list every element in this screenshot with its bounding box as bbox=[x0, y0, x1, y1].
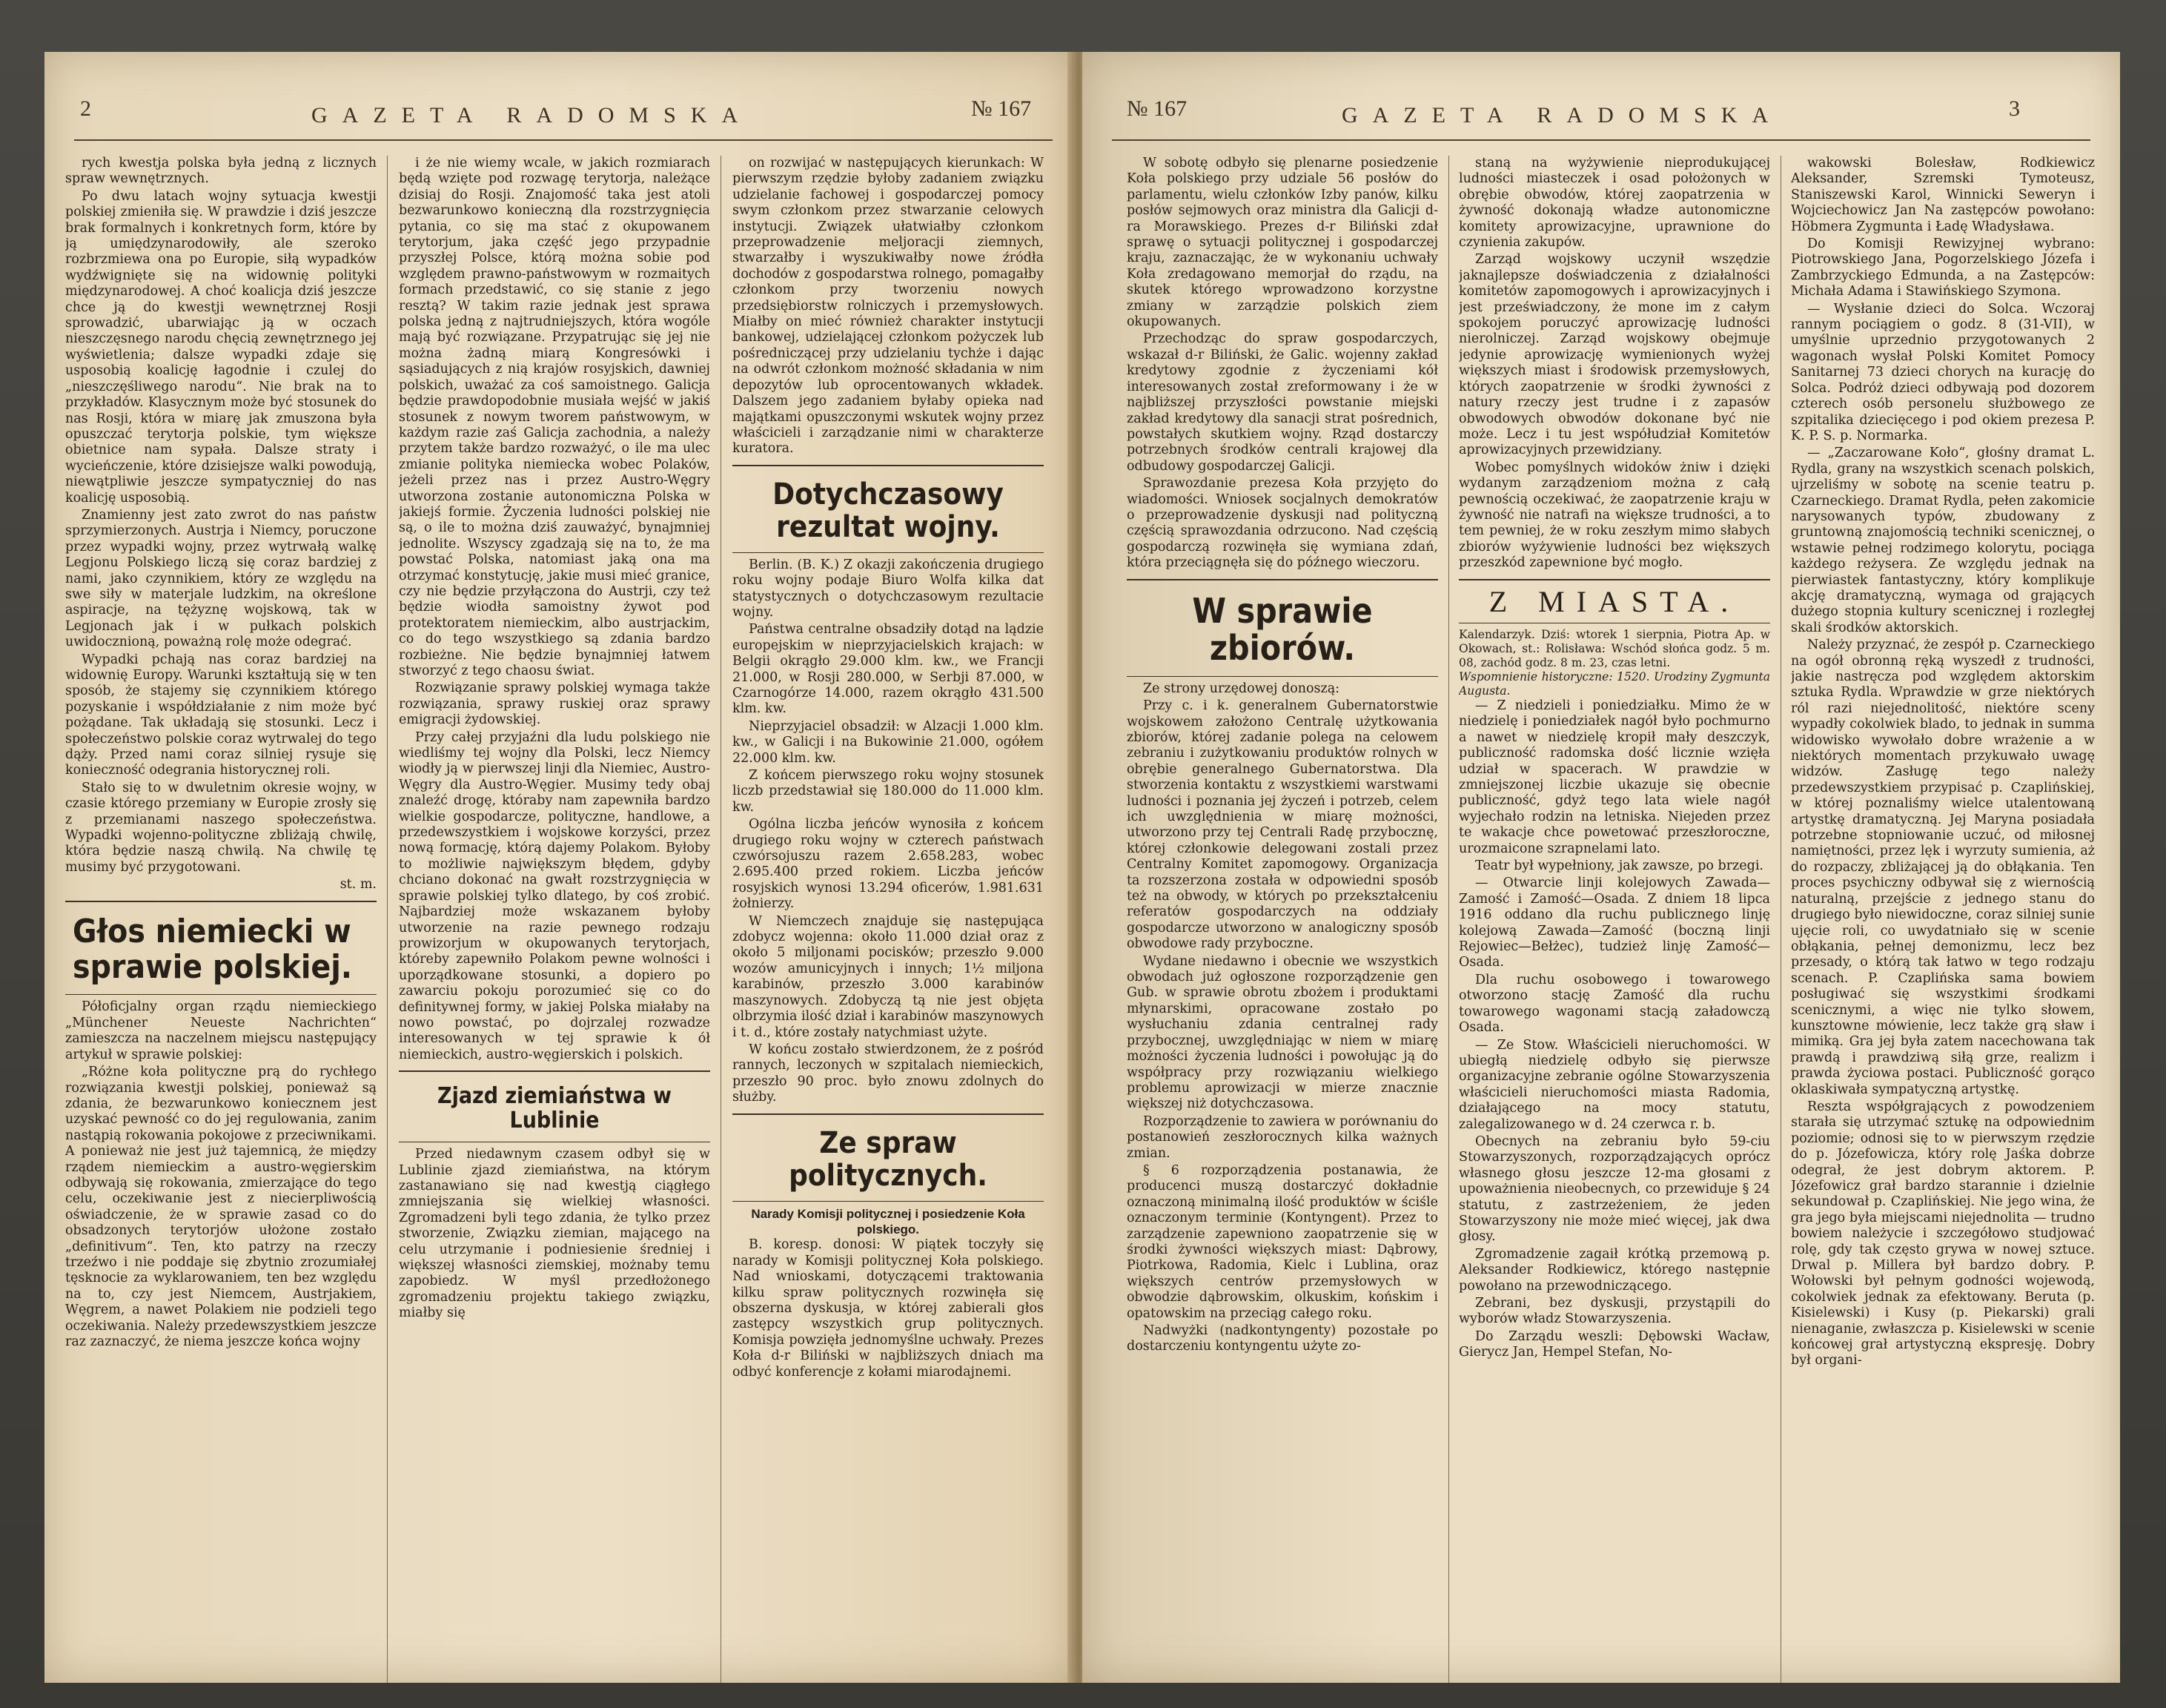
headline-w-sprawie-zbiorow: W sprawie zbiorów. bbox=[1192, 590, 1373, 669]
paragraph: Przechodząc do spraw gospodarczych, wskazał d-r Biliński, że Galic. wojenny zakład kredytowy zgodnie z życzeniami kół interesowanych został zreformowany i że w najbliższej przyszłości powstanie miejski zakład kredytowy dla sanacji strat pośrednich, powstałych skutkiem wojny. Rząd dostarczy potrzebnych środków centrali krajowej dla odbudowy gospodarczej Galicji. bbox=[1127, 331, 1438, 474]
paragraph: W Niemczech znajduje się następująca zdobycz wojenna: około 11.000 dział oraz z około 5 miljonami pocisków; przeszło 9.000 wozów amunicyjnych i innych; 1½ miljona karabinów, przeszło 3.000 karabinów maszynowych. Zdobyczą tą nie jest objęta olbrzymia ilość dział i karabinów maszynowych i t. d., które zostały natychmiast użyte. bbox=[732, 913, 1044, 1040]
paragraph: Do Komisji Rewizyjnej wybrano: Piotrowskiego Jana, Pogorzelskiego Józefa i Zambrzyckiego Edmunda, a na Zastępców: Michała Adama i Stawińskiego Szymona. bbox=[1791, 236, 2095, 299]
paragraph: — Z niedzieli i poniedziałku. Mimo że w niedzielę i poniedziałek nagół było pochmurno a nawet w niedzielę kropił mały deszczyk, publiczność radomska dość licznie wzięła udział w spacerach. W prawdzie w zmniejszonej liczbie ukazuje się obecnie publiczność, gdyż tego lata wiele nagół wyjechało rodzin na letniska. Niejeden przez te wakacje chce powetować przeszłoroczne, urozmaicone szrapnelami lato. bbox=[1459, 698, 1770, 856]
historical-note: Wspomnienie historyczne: 1520. Urodziny Zygmunta Augusta. bbox=[1459, 669, 1770, 698]
paragraph: — Wysłanie dzieci do Solca. Wczoraj rannym pociągiem o godz. 8 (31-VII), w umyślnie uprzednio przygotowanych 2 wagonach wysłał Polski Komitet Pomocy Sanitarnej 73 dzieci chorych na kurację do Solca. Podróż dzieci odbywają pod dozorem czterech osób personelu służbowego ze szpitalika dziecięcego i pod okiem prezesa P. K. P. S. p. Normarka. bbox=[1791, 301, 2095, 443]
paragraph: Po dwu latach wojny sytuacja kwestji polskiej zmieniła się. W prawdzie i dziś jeszcze brak formalnych i konkretnych form, które by ją umiędzynarodowiły, ale szeroko rozbrzmiewa ona po Europie, siłą wypadków wydźwignięte się na widownię polityki międzynarodowej. A choć koalicja dziś jeszcze chce ją do kwestji wewnętrznej Rosji sprowadzić, ubarwiając ją w oczach nieszczęsnego narodu chęcią zewnętrznego jej wyświetlenia; dalsze wypadki zdaje się usposobią koalicję łagodnie i czulej do „nieszczęśliwego narodu“. Nie brak na to przykładów. Klasycznym może być stosunek do nas Rosji, która w miarę jak zmuszona była opuszczać terytorja polskie, tym większe obietnice nam sypała. Dalsze straty i wycieńczenie, które dzisiejsze walki powodują, niewątpliwie jeszcze sympatyczniej do nas koalicję usposobią. bbox=[65, 188, 377, 506]
column-separator bbox=[387, 156, 388, 1683]
paragraph: Stało się to w dwuletnim okresie wojny, w czasie którego przemiany w Europie zrosły się z przemianami naszego społeczeństwa. Wypadki wojenno-polityczne zbliżają chwilę, która będzie naszą chwilą. Na chwilę tę musimy być przygotowani. bbox=[65, 780, 377, 875]
paragraph: Do Zarządu weszli: Dębowski Wacław, Gierycz Jan, Hempel Stefan, No- bbox=[1459, 1328, 1770, 1360]
paragraph: Przy całej przyjaźni dla ludu polskiego nie wiedliśmy tej wojny dla Polski, lecz Niemcy wiodły ją w pierwszej linji dla Niemiec, Austro-Węgry dla Austro-Węgier. Musimy tedy obaj znaleźć drogę, któraby nam zapewniła bardzo wielkie gospodarcze, polityczne, handlowe, a przedewszystkiem i wojskowe korzyści, przez nową formację, którą dajemy Polakom. Byłoby to możliwie największym błędem, gdyby chciano dokonać na gwałt rozstrzygnięcia w sprawie polskiej tylko dlatego, by coś zrobić. Najbardziej może wskazanem byłoby utworzenie na razie pewnego rodzaju prowizorjum w okupowanych terytorjach, któreby zapewniło Polakom pewne wolności i uporządkowane stosunki, a dopiero po zawarciu pokoju porozumieć się co do definitywnej formy, w jakiej Polska miałaby na nowo powstać, po dojrzalej rozwadze interesowanych w tej sprawie k ół niemieckich, austro-węgierskich i polskich. bbox=[399, 729, 710, 1062]
paragraph: Zarząd wojskowy uczynił wszędzie jaknajlepsze doświadczenia z działalności komitetów zapomogowych i aprowizacyjnych i jest przeświadczony, że mone im z całym spokojem poruczyć aprowizację ludności nierolniczej. Zarząd wojskowy obejmuje jedynie aprowizację wymienionych wyżej większych miast i środowisk przemysłowych, których zaopatrzenie w środki żywności z natury rzeczy jest trudne i z zapasów obwodowych obwodów dokonane być nie może. Lecz i tu jest współudział Komitetów aprowizacyjnych przewidziany. bbox=[1459, 252, 1770, 458]
right-column-2 bbox=[1459, 156, 1770, 1675]
paragraph: Rozwiązanie sprawy polskiej wymaga także rozwiązania, sprawy ruskiej oraz sprawy emigracji żydowskiej. bbox=[399, 681, 710, 728]
paragraph: „Różne koła polityczne prą do rychłego rozwiązania kwestji polskiej, ponieważ są zdania, że bezwarunkowo koniecznem jest uzyskać pewność co do jej regulowania, zanim nastąpią rokowania pokojowe z przeciwnikami. A ponieważ nie jest już tajemnicą, że między rządem niemieckim a austro-węgierskim odbywają się rokowania, zmierzające do tego celu, oczekiwanie jest z niecierpliwością oświadczenie, że w sprawie zasad co do obsadzonych terytorjów ułożone zostało „definitivum“. Ten, kto patrzy na rzeczy trzeźwo i nie poddaje się zbytnio zrozumiałej tęsknocie za wyklarowaniem, ten bez względu na to, czy jest Niemcem, Austrjakiem, Węgrem, a nawet Polakiem nie podzieli tego oczekiwania. Należy przedewszystkiem jeszcze raz zaznaczyć, że niema jeszcze końca wojny bbox=[65, 1065, 377, 1349]
divider bbox=[1127, 579, 1438, 580]
paragraph: Sprawozdanie prezesa Koła przyjęto do wiadomości. Wniosek socjalnych demokratów o przeprowadzenie dyskusji nad polityczną częścią sprawozdania odrzucono. Nad częścią gospodarczą rozwinęła się wymiana zdań, która przeciągnęła się do późnego wieczoru. bbox=[1127, 476, 1438, 571]
divider bbox=[732, 552, 1044, 553]
right-issue-number: № 167 bbox=[1127, 96, 1188, 121]
left-column-1 bbox=[65, 156, 377, 1675]
signature: st. m. bbox=[340, 877, 377, 893]
paragraph: Berlin. (B. K.) Z okazji zakończenia drugiego roku wojny podaje Biuro Wolfa kilka dat statystycznych o dotychczasowym rezultacie wojny. bbox=[732, 557, 1044, 620]
paragraph: Zgromadzenie zagaił krótką przemową p. Aleksander Rodkiewicz, którego następnie powołano na przewodniczącego. bbox=[1459, 1246, 1770, 1294]
paragraph: i że nie wiemy wcale, w jakich rozmiarach będą wzięte pod rozwagę terytorja, należące dzisiaj do Rosji. Znajomość taka jest atoli bezwarunkowo konieczną dla rozstrzygnięcia pytania, co się ma stać z okupowanem terytorjum, jaka część jego przypadnie przyszłej Polsce, którą można sobie pod względem prawno-państwowym w rozmaitych formach przedstawić, co się stanie z jego resztą? W takim razie jednak jest sprawa polska jedną z najtrudniejszych, która wogóle mają być rozwiązane. Przypatrując się jej nie można żadną miarą Kongresówki i sąsiadujących z nią krajów rosyjskich, dawniej polskich, uważać za coś samoistnego. Galicja będzie prawdopodobnie musiała wejść w jakiś stosunek z nowym tworem państwowym, w każdym razie zaś Galicja zachodnia, a należy przytem także bardzo rozważyć, o ile ma ulec zmianie polityka niemiecka wobec Polaków, jeżeli przez nas i przez Austro-Węgry utworzona zostanie autonomiczna Polska w jakiejś formie. Życzenia ludności polskiej nie są, o ile to można dziś zauważyć, bynajmniej jednolite. Wszyscy zgadzają się na to, że ma powstać Polska, natomiast jaką ona ma otrzymać konstytucję, jakie musi mieć granice, czy nie będzie przyłączona do Austrji, czy też będzie wiodła samoistny żywot pod protektoratem niemieckim, albo austrjackim, co do tego wszystkiego są zdania bardzo rozbieżne. Nie będzie bynajmniej łatwem stworzyć z tego chaosu świat. bbox=[399, 156, 710, 678]
right-column-3 bbox=[1791, 156, 2095, 1675]
left-running-title: GAZETA RADOMSKA bbox=[311, 103, 753, 128]
left-page-number: 2 bbox=[80, 96, 91, 121]
left-header-rule bbox=[74, 139, 1053, 141]
paragraph: Z końcem pierwszego roku wojny stosunek liczb przedstawiał się 180.000 do 11.000 klm. kw. bbox=[732, 768, 1044, 815]
paragraph: wakowski Bolesław, Rodkiewicz Aleksander, Szremski Tymoteusz, Staniszewski Karol, Winnicki Seweryn i Wojciechowicz Jan Na zastępców powołano: Höbmera Zygmunta i Ładę Władysława. bbox=[1791, 156, 2095, 234]
headline-zjazd-ziemianstwa: Zjazd ziemiaństwa w Lublinie bbox=[437, 1083, 672, 1134]
paragraph: Zebrani, bez dyskusji, przystąpili do wyborów władz Stowarzyszenia. bbox=[1459, 1296, 1770, 1327]
paragraph: Przed niedawnym czasem odbył się w Lublinie zjazd ziemiaństwa, na którym zastanawiano się nad kwestją ciągłego zmniejszania się wielkiej własności. Zgromadzeni byli tego zdania, że tylko przez stworzenie, Związku ziemian, mającego na celu utrzymanie i podniesienie średniej i większej własności ziemskiej, możnaby temu zapobiedz. W myśl przedłożonego zgromadzeniu projektu takiego związku, miałby się bbox=[399, 1147, 710, 1321]
right-column-1 bbox=[1127, 156, 1438, 1675]
subheading-narady-komisji: Narady Komisji politycznej i posiedzenie Koła polskiego. bbox=[751, 1206, 1025, 1237]
divider bbox=[732, 1113, 1044, 1115]
divider bbox=[65, 901, 377, 902]
paragraph: Należy przyznać, że zespół p. Czarneckiego na ogół obronną ręką wyszedł z trudności, jakie nastręcza pod względem aktorskim sztuka Rydla. Wprawdzie w grze niektórych ról razi niejednolitość, niektóre sceny wypadły cokolwiek blado, to jednak in summa widowisko wywołało dobre wrażenie a w niektórych momentach przykuwało uwagę widzów. Zasługę tego należy przedewszystkiem przypisać p. Czaplińskiej, w której poznaliśmy wielce utalentowaną artystkę dramatyczną. Jej Maryna posiadała potrzebne stopniowanie uczuć, od miłosnej namiętności, przez lęk i wyrzuty sumienia, aż do rozpaczy, zbliżającej ją do obłąkania. Ten proces psychiczny odbywał się z wiernością naturalną, przejście z jednego stanu do drugiego było niewidoczne, coraz silniej sunie ujęcie roli, co uwydatniało się w scenie obłąkania, pełnej demonizmu, lecz bez przesady, o którą tak łatwo w tego rodzaju scenach. P. Czaplińska sama bowiem posługiwać się wszystkimi środkami scenicznymi, a więc nie tylko słowem, kunsztowne mówienie, lecz także grą sław i mimiką. Gra jej była zatem nacechowana tak prawdą i prawdziwą siłą grze, realizm i prawda życiowa postaci. Publiczność gorąco oklaskiwała sympatyczną artystkę. bbox=[1791, 638, 2095, 1097]
right-page bbox=[1082, 52, 2120, 1683]
paragraph: on rozwijać w następujących kierunkach: W pierwszym rzędzie byłoby zadaniem związku udzielanie fachowej i gospodarczej pomocy swym członkom przez stwarzanie celowych instytucji. Związek ułatwiałby członkom przeprowadzenie meljoracji ziemnych, stwarzałby i wyszukiwałby nowe źródła dochodów z gospodarstwa rolnego, pomagałby członkom przy tworzeniu nowych przedsiębiorstw rolniczych i przemysłowych. Miałby on mieć również charakter instytucji bankowej, udzielającej członkom pożyczek lub pośredniczącej przy udzielaniu tychże i dając na odwrót członkom możność składania w nim depozytów lub oprocentowanych wkładek. Dalszem jego zadaniem byłaby opieka nad majątkami opuszczonymi wskutek wojny przez właścicieli i zarządzanie nimi w charakterze kuratora. bbox=[732, 156, 1044, 457]
paragraph: Półoficjalny organ rządu niemieckiego „Münchener Neueste Nachrichten“ zamieszcza na naczelnem miejscu następujący artykuł w sprawie polskiej: bbox=[65, 999, 377, 1062]
paragraph: Wobec pomyślnych widoków żniw i dzięki wydanym zarządzeniom można z całą pewnością oczekiwać, że zaopatrzenie kraju w żywność nie natrafi na większe trudności, a to tem pewniej, że w roku zeszłym mimo słabych zbiorów wyżywienie ludności bez większych przeszkód zapewnione być mogło. bbox=[1459, 460, 1770, 571]
paragraph: Nieprzyjaciel obsadził: w Alzacji 1.000 klm. kw., w Galicji i na Bukowinie 21.000, ogółem 22.000 klm. kw. bbox=[732, 718, 1044, 766]
left-page bbox=[44, 52, 1071, 1683]
paragraph: Dla ruchu osobowego i towarowego otworzono stację Zamość dla ruchu towarowego wagonami stacją załadowczą Osada. bbox=[1459, 972, 1770, 1036]
paragraph: rych kwestja polska była jedną z licznych spraw wewnętrznych. bbox=[65, 156, 377, 187]
headline-dotychczasowy-rezultat: Dotychczasowy rezultat wojny. bbox=[772, 477, 1004, 544]
headline-glos-niemiecki: Głos niemiecki w sprawie polskiej. bbox=[73, 912, 352, 987]
paragraph: Ogólna liczba jeńców wynosiła z końcem drugiego roku wojny w czterech państwach czwórsojuszu razem 2.658.283, wobec 2.695.400 przed rokiem. Liczba jeńców rosyjskich wynosi 13.294 oficerów, 1.981.631 żołnierzy. bbox=[732, 817, 1044, 912]
paragraph: Ze strony urzędowej donoszą: bbox=[1143, 681, 1340, 696]
divider bbox=[1127, 676, 1438, 677]
divider bbox=[732, 1201, 1044, 1202]
left-column-2 bbox=[399, 156, 710, 1675]
paragraph: Teatr był wypełniony, jak zawsze, po brzegi. bbox=[1475, 858, 1763, 874]
paragraph: — Ze Stow. Właścicieli nieruchomości. W ubiegłą niedzielę odbyło się pierwsze organizacyjne zebranie ogólne Stowarzyszenia właścicieli nieruchomości miasta Radomia, działającego na mocy statutu, zalegalizowanego w d. 24 czerwca r. b. bbox=[1459, 1037, 1770, 1132]
paragraph: Znamienny jest zato zwrot do nas państw sprzymierzonych. Austrja i Niemcy, poruczone przez wypadki wojny, przez wytrwałą walkę Legjonu Polskiego liczą się coraz bardziej z nami, jako czynnikiem, który ze względu na swe siły w materjale ludzkim, na określone aspiracje, na tężyznę wojskową, tak w Legjonach jak i w pułkach polskich uwidocznioną, poważną rolę może odegrać. bbox=[65, 507, 377, 650]
paragraph: W sobotę odbyło się plenarne posiedzenie Koła polskiego przy udziale 56 posłów do parlamentu, wielu członków Izby panów, kilku posłów sejmowych oraz ministra dla Galicji d-ra Morawskiego. Prezes d-r Biliński zdał sprawę o sytuacji politycznej i gospodarczej kraju, zaznaczając, że w wykonaniu uchwały Koła zredagowano memorjał do rządu, na skutek którego wprowadzono korzystne zmiany w zarządzie polskich ziem okupowanych. bbox=[1127, 156, 1438, 330]
paragraph: Wypadki pchają nas coraz bardziej na widownię Europy. Warunki kształtują się w ten sposób, że stajemy się czynnikiem którego pozyskanie i współdziałanie z nim może być pożądane. Tak układają się stosunki. Lecz i społeczeństwo polskie coraz wytrwalej do tego dąży. Przed nami coraz silniej rysuje się konieczność odegrania historycznej roli. bbox=[65, 652, 377, 778]
divider bbox=[732, 465, 1044, 466]
paragraph: Nadwyżki (nadkontyngenty) pozostałe po dostarczeniu kontyngentu użyte zo- bbox=[1127, 1323, 1438, 1354]
divider bbox=[65, 994, 377, 995]
right-running-title: GAZETA RADOMSKA bbox=[1342, 103, 1784, 128]
headline-ze-spraw-politycznych: Ze spraw politycznych. bbox=[789, 1125, 987, 1193]
column-separator bbox=[1448, 156, 1449, 1683]
paragraph: Przy c. i k. generalnem Gubernatorstwie wojskowem założono Centralę użytkowania zbiorów, której zadanie polega na celowem zebraniu i zużytkowaniu produktów rolnych w obrębie generalnego Gubernatorstwa. Dla stworzenia kontaktu z wszystkiemi warstwami ludności i poznania jej życzeń i potrzeb, celem ich uwzględnienia w miarę możności, utworzono przy tej Centrali Radę przybocznę, której członkowie delegowani zostali przez Centralny Komitet zapomogowy. Organizacja ta rozszerzona została w odpowiedni sposób też na obwody, w których po przekształceniu referatów gospodarczych na oddziały gospodarcze utworzono w analogiczny sposób obwodowe rady przyboczne. bbox=[1127, 698, 1438, 952]
left-issue-number: № 167 bbox=[971, 96, 1032, 121]
paragraph: W końcu zostało stwierdzonem, że z pośród rannych, leczonych w szpitalach niemieckich, przeszło 90 proc. było znowu zdolnych do służby. bbox=[732, 1042, 1044, 1105]
paragraph: — Otwarcie linji kolejowych Zawada—Zamość i Zamość—Osada. Z dniem 18 lipca 1916 oddano dla ruchu publicznego linję kolejową Zawada—Zamość (boczną linji Rejowiec—Bełżec), tudzież linję Zamość—Osada. bbox=[1459, 875, 1770, 970]
paragraph: Reszta współgrających z powodzeniem starała się utrzymać sztukę na odpowiednim poziomie; odnosi się to w pierwszym rzędzie do p. Józefowicza, który rolę Jaśka dobrze odegrał, że jest dobrym aktorem. P. Józefowicz grał bardzo starannie i dzielnie sekundował p. Czaplińskiej. Nie jego wina, że gra jego była miejscami niejednolita — trudno bowiem należycie i szczegółowo studjować rolę, gdy tak często grywa w nowej sztuce. Drwal p. Millera był bardzo dobry. P. Wołowski był pełnym godności wojewodą, cokolwiek jednak za efektowany. Beruta (p. Kisielewski) i Kusy (p. Piekarski) grali nienaganie, zwłaszcza p. Kisielewski w scenie końcowej grał artystyczną ekspresję. Dobry był organi- bbox=[1791, 1099, 2095, 1368]
paragraph: Wydane niedawno i obecnie we wszystkich obwodach już ogłoszone rozporządzenie gen Gub. w sprawie obrotu zbożem i produktami młynarskimi, opracowane zostało po wysłuchaniu zdania centralnej rady przybocznej, uwzględniając w niem w miarę możności życzenia ludności i powołując ją do współpracy przy rozwiązaniu wielkiego problemu aprowizacji w mierze znacznie większej niż dotychczasowa. bbox=[1127, 953, 1438, 1112]
paragraph: staną na wyżywienie nieprodukującej ludności miasteczek i osad położonych w obrębie obwodów, której zaopatrzenia w żywność dokonają władze autonomiczne komitety aprowizacyjne, uprawnione do czynienia zakupów. bbox=[1459, 156, 1770, 251]
calendar-note: Kalendarzyk. Dziś: wtorek 1 sierpnia, Piotra Ap. w Okowach, st.: Rolisława: Wschód słońca godz. 5 m. 08, zachód godz. 8 m. 23, czas letni. bbox=[1459, 627, 1770, 669]
right-page-number: 3 bbox=[2009, 96, 2020, 121]
paragraph: — „Zaczarowane Koło“, głośny dramat L. Rydla, grany na wszystkich scenach polskich, ujrzeliśmy w sobotę na scenie teatru p. Czarneckiego. Dramat Rydla, pełen zakomicie narysowanych typów, zbudowany z gruntowną znajomością techniki scenicznej, o wstawie pełnej rodzimego kolorytu, pociąga każdego reżysera. Ze względu jednak na pierwiastek fantastyczny, który komplikuje akcję dramatyczną, wymaga od grających dużego stopnia kultury scenicznej i rozległej skali środków aktorskich. bbox=[1791, 446, 2095, 635]
paragraph: Państwa centralne obsadziły dotąd na lądzie europejskim w nieprzyjacielskich krajach: w Belgii okrągło 29.000 klm. kw., we Francji 21.000, w Rosji 280.000, w Serbji 87.000, w Czarnogórze 14.000, razem okrągło 431.500 klm. kw. bbox=[732, 622, 1044, 717]
paragraph: Rozporządzenie to zawiera w porównaniu do postanowień zeszłorocznych kilka ważnych zmian. bbox=[1127, 1113, 1438, 1161]
divider bbox=[399, 1070, 710, 1072]
right-header-rule bbox=[1112, 139, 2090, 141]
left-column-3 bbox=[732, 156, 1044, 1675]
divider bbox=[1459, 579, 1770, 580]
paragraph: Obecnych na zebraniu było 59-ciu Stowarzyszonych, rozporządzających oprócz własnego głosu jeszcze 12-ma głosami z upoważnienia nieobecnych, co przewiduje § 24 statutu, z zastrzeżeniem, że jeden Stowarzyszony nie może mieć więcej, jak dwa głosy. bbox=[1459, 1133, 1770, 1245]
section-header-z-miasta: Z MIASTA. bbox=[1488, 584, 1741, 618]
paragraph: B. koresp. donosi: W piątek toczyły się narady w Komisji politycznej Koła polskiego. Nad wnioskami, dotyczącemi traktowania kilku spraw politycznych rozwinęła się obszerna dyskusja, w której zabierali głos zastępcy wszystkich grup politycznych. Komisja powzięła jednomyślne uchwały. Prezes Koła d-r Biliński w najbliższych dniach ma odbyć konferencje z kołami miarodajnemi. bbox=[732, 1237, 1044, 1380]
paragraph: § 6 rozporządzenia postanawia, że producenci muszą dostarczyć dokładnie oznaczoną minimalną ilość produktów w ściśle oznaczonym terminie (Kontyngent). Przez to zarządzenie zapewniono zaopatrzenie się w środki żywności większych miast: Dąbrowy, Piotrkowa, Radomia, Kielc i Lublina, oraz większych centrów przemysłowych w obwodzie dąbrowskim, olkuskim, końskim i opatowskim na przeciąg całego roku. bbox=[1127, 1162, 1438, 1321]
